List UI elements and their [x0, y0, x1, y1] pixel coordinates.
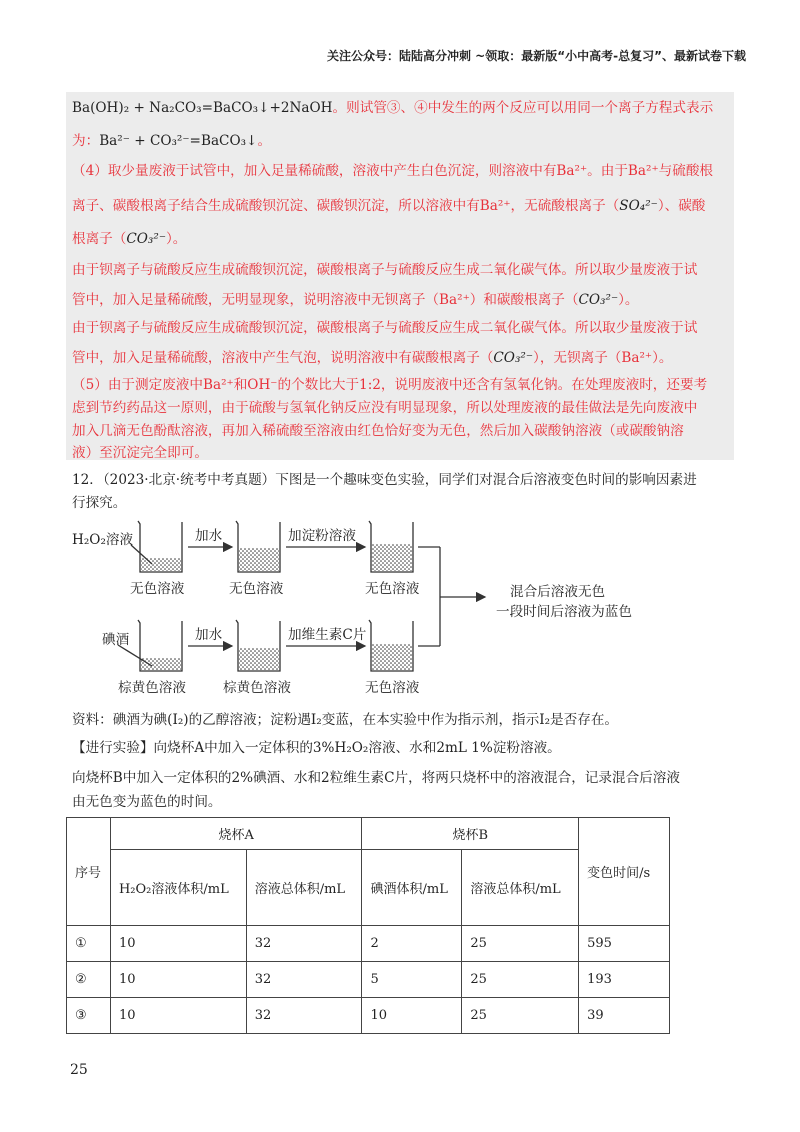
answer-p5-line-2: 虑到节约药品这一原则，由于硫酸与氢氧化钠反应没有明显现象，所以处理废液的最佳做法是先向废液中	[72, 400, 698, 416]
beaker-icon	[138, 521, 182, 572]
label-bottom-beaker-3: 无色溶液	[365, 680, 420, 696]
answer-alt1-line-2: 管中，加入足量稀硫酸，无明显现象，说明溶液中无钡离子（Ba²⁺）和碳酸根离子（CO₃²⁻）。	[72, 292, 639, 308]
carbonate-ion: CO₃²⁻	[126, 231, 166, 247]
header-color-time: 变色时间/s	[579, 818, 670, 926]
header-a-total-volume: 溶液总体积/mL	[246, 850, 362, 926]
page-number: 25	[70, 1062, 88, 1078]
label-add-vitamin-c: 加维生素C片	[288, 627, 367, 643]
material-note: 资料：碘酒为碘(I₂)的乙醇溶液；淀粉遇I₂变蓝，在本实验中作为指示剂，指示I₂是否存在。	[72, 712, 619, 728]
header-h2o2-volume: H₂O₂溶液体积/mL	[110, 850, 246, 926]
answer-line-1: Ba(OH)₂ + Na₂CO₃=BaCO₃↓+2NaOH。则试管③、④中发生的两个反应可以用同一个离子方程式表示	[72, 100, 714, 116]
table-row: ② 10 32 5 25 193	[67, 962, 670, 998]
beaker-icon	[369, 521, 413, 572]
answer-alt2-line-1: 由于钡离子与硫酸反应生成硫酸钡沉淀，碳酸根离子与硫酸反应生成二氧化碳气体。所以取少量废液于试	[72, 320, 698, 336]
label-iodine-tincture: 碘酒	[102, 632, 130, 648]
answer-line-2: 为：Ba²⁻ + CO₃²⁻=BaCO₃↓。	[72, 133, 272, 149]
header-beaker-a: 烧杯A	[110, 818, 362, 850]
header-b-total-volume: 溶液总体积/mL	[462, 850, 579, 926]
experiment-line-2: 向烧杯B中加入一定体积的2%碘酒、水和2粒维生素C片，将两只烧杯中的溶液混合，记录混合后溶液	[72, 770, 680, 786]
answer-p4-line-2: 离子、碳酸根离子结合生成硫酸钡沉淀、碳酸钡沉淀，所以溶液中有Ba²⁺，无硫酸根离子（SO₄²⁻）、碳酸	[72, 198, 706, 214]
ionic-equation: Ba²⁻ + CO₃²⁻=BaCO₃↓	[99, 133, 258, 149]
answer-p5-line-3: 加入几滴无色酚酞溶液，再加入稀硫酸至溶液由红色恰好变为无色，然后加入碳酸钠溶液（或碳酸钠溶	[72, 423, 684, 439]
label-add-starch: 加淀粉溶液	[288, 528, 356, 544]
answer-alt1-line-1: 由于钡离子与硫酸反应生成硫酸钡沉淀，碳酸根离子与硫酸反应生成二氧化碳气体。所以取少量废液于试	[72, 262, 698, 278]
beaker-icon	[236, 620, 280, 671]
label-top-beaker-2: 无色溶液	[229, 581, 284, 597]
answer-p5-line-1: （5）由于测定废液中Ba²⁺和OH⁻的个数比大于1:2，说明废液中还含有氢氧化钠。在处理废液时，还要考	[72, 377, 708, 393]
sulfate-ion: SO₄²⁻	[619, 198, 658, 214]
label-h2o2-solution: H₂O₂溶液	[72, 532, 134, 548]
page-header: 关注公众号：陆陆高分冲刺 ~领取：最新版“小中高考-总复习”、最新试卷下载	[327, 49, 746, 63]
header-index: 序号	[67, 818, 111, 926]
label-result-line-2: 一段时间后溶液为蓝色	[496, 604, 632, 620]
label-top-beaker-3: 无色溶液	[365, 581, 420, 597]
equation-baoh2: Ba(OH)₂ + Na₂CO₃=BaCO₃↓+2NaOH	[72, 100, 333, 116]
question-line-1: 12．（2023·北京·统考中考真题）下图是一个趣味变色实验，同学们对混合后溶液变色时间的影响因素进	[72, 472, 697, 488]
label-bottom-beaker-1: 棕黄色溶液	[118, 680, 186, 696]
experiment-line-3: 由无色变为蓝色的时间。	[72, 794, 222, 810]
beaker-icon	[236, 521, 280, 572]
label-add-water: 加水	[195, 627, 223, 643]
answer-alt2-line-2: 管中，加入足量稀硫酸，溶液中产生气泡，说明溶液中有碳酸根离子（CO₃²⁻），无钡离子（Ba²⁺）。	[72, 350, 673, 366]
label-result-line-1: 混合后溶液无色	[510, 584, 606, 600]
experiment-line-1: 【进行实验】向烧杯A中加入一定体积的3%H₂O₂溶液、水和2mL 1%淀粉溶液。	[72, 740, 561, 756]
beaker-icon	[138, 620, 182, 671]
carbonate-ion: CO₃²⁻	[578, 292, 619, 308]
carbonate-ion: CO₃²⁻	[493, 350, 534, 366]
beaker-icon	[369, 620, 413, 671]
header-beaker-b: 烧杯B	[362, 818, 579, 850]
answer-p4-line-1: （4）取少量废液于试管中，加入足量稀硫酸，溶液中产生白色沉淀，则溶液中有Ba²⁺。由于Ba²⁺与硫酸根	[72, 163, 714, 179]
answer-p4-line-3: 根离子（CO₃²⁻）。	[72, 231, 187, 247]
table-row: ③ 10 32 10 25 39	[67, 998, 670, 1034]
question-line-2: 行探究。	[72, 495, 127, 511]
label-bottom-beaker-2: 棕黄色溶液	[223, 680, 291, 696]
label-add-water: 加水	[195, 528, 223, 544]
table-row: ① 10 32 2 25 595	[67, 926, 670, 962]
label-top-beaker-1: 无色溶液	[130, 581, 185, 597]
answer-p5-line-4: 液）至沉淀完全即可。	[72, 445, 208, 461]
header-iodine-volume: 碘酒体积/mL	[362, 850, 462, 926]
experiment-table	[66, 817, 670, 1034]
